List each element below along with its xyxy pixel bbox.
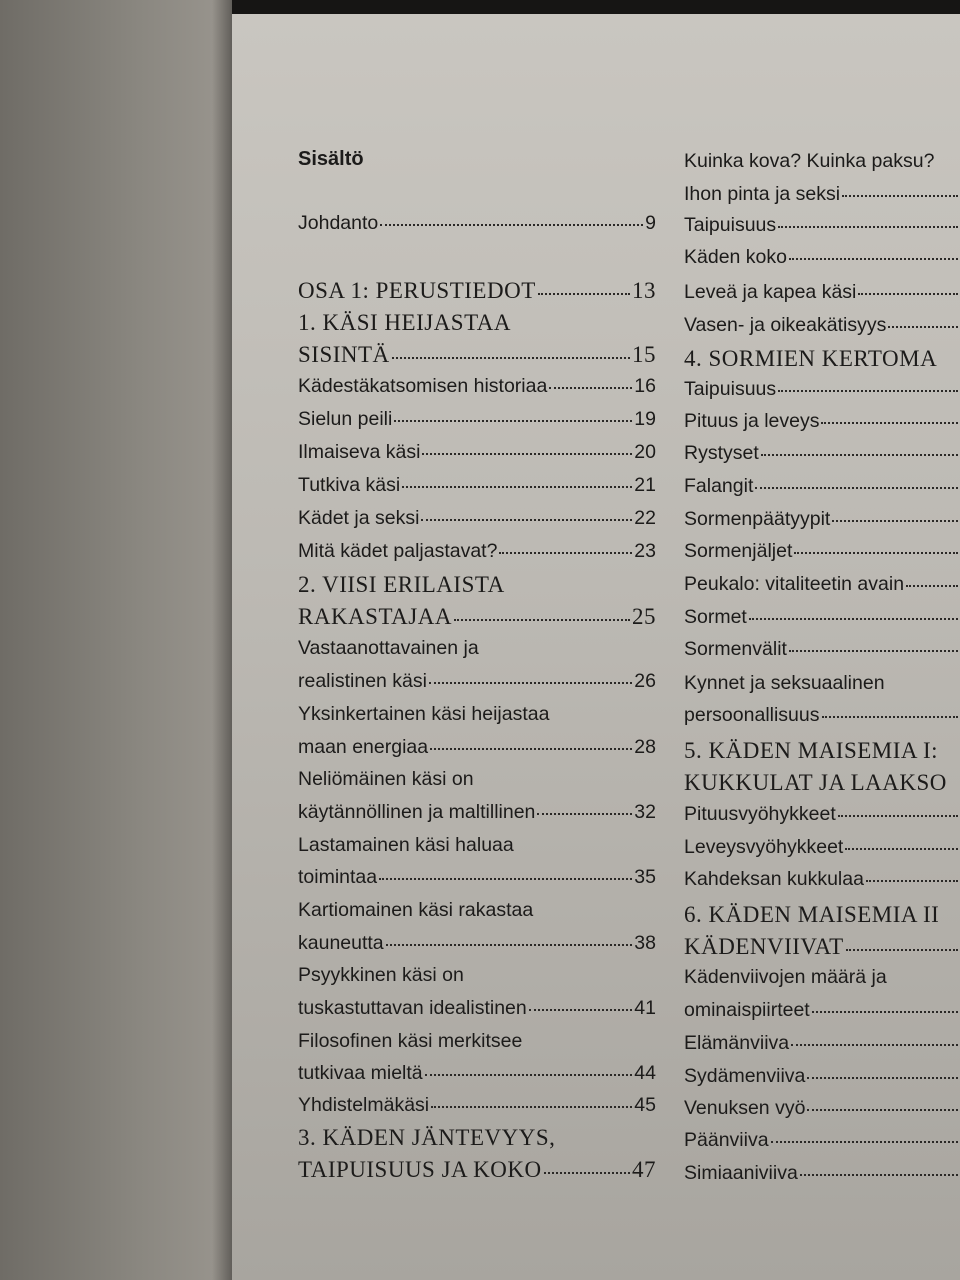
dot-leader [858, 289, 958, 295]
toc-entry [684, 606, 960, 634]
toc-entry-title: SISINTÄ [298, 342, 390, 367]
dot-leader [394, 416, 632, 422]
toc-page-number: 15 [632, 342, 656, 367]
dot-leader [789, 254, 958, 260]
toc-entry-title: Taipuisuus [684, 378, 777, 400]
dot-leader [425, 1070, 633, 1076]
toc-entry [298, 375, 656, 403]
dot-leader [822, 712, 958, 718]
toc-entry-title: Sydämenviiva [684, 1065, 806, 1087]
toc-entry [298, 932, 656, 960]
toc-entry [684, 966, 960, 994]
toc-page-number: 44 [634, 1062, 656, 1084]
toc-entry [298, 834, 656, 862]
toc-entry-title: Mitä kädet paljastavat? [298, 540, 498, 562]
toc-page-number: 22 [634, 507, 656, 529]
toc-entry-title: tuskastuttavan idealistinen [298, 997, 527, 1019]
toc-entry [684, 246, 960, 274]
dot-leader [778, 386, 958, 392]
toc-entry [684, 442, 960, 470]
toc-entry [684, 540, 960, 568]
toc-entry [298, 507, 656, 535]
toc-entry [684, 183, 960, 211]
toc-entry-title: persoonallisuus [684, 704, 820, 726]
toc-entry [684, 934, 960, 962]
toc-page-number: 41 [634, 997, 656, 1019]
toc-page-number: 23 [634, 540, 656, 562]
toc-page-number: 45 [634, 1094, 656, 1116]
dot-leader [431, 1102, 632, 1108]
toc-entry-title: KÄDENVIIVAT [684, 934, 844, 959]
toc-entry [684, 1032, 960, 1060]
toc-entry [298, 441, 656, 469]
toc-entry [684, 1162, 960, 1190]
toc-page-number: 13 [632, 278, 656, 303]
toc-entry [684, 672, 960, 700]
dot-leader [749, 614, 958, 620]
dot-leader [549, 383, 632, 389]
toc-page-number: 25 [632, 604, 656, 629]
toc-entry-title: 4. SORMIEN KERTOMA [684, 346, 938, 371]
dot-leader [800, 1170, 958, 1176]
toc-entry-title: Filosofinen käsi merkitsee [298, 1030, 523, 1052]
dot-leader [544, 1168, 630, 1174]
toc-entry-title: Kuinka kova? Kuinka paksu? [684, 150, 935, 172]
toc-entry-title: Kartiomainen käsi rakastaa [298, 899, 534, 921]
toc-entry [684, 314, 960, 342]
dot-leader [392, 353, 630, 359]
toc-entry [298, 964, 656, 992]
dot-leader [761, 450, 958, 456]
toc-entry-title: Päänviiva [684, 1129, 769, 1151]
toc-entry [684, 573, 960, 601]
toc-entry [684, 902, 960, 930]
toc-entry-title: Sielun peili [298, 408, 393, 430]
dot-leader [888, 322, 958, 328]
toc-entry-title: Kädenviivojen määrä ja [684, 966, 887, 988]
toc-entry [298, 703, 656, 731]
toc-entry-title: Leveysvyöhykkeet [684, 836, 844, 858]
toc-entry-title: realistinen käsi [298, 670, 427, 692]
toc-entry [298, 408, 656, 436]
dot-leader [771, 1137, 958, 1143]
toc-entry-title: Vastaanottavainen ja [298, 637, 479, 659]
toc-entry-title: Sormenjäljet [684, 540, 793, 562]
toc-entry-title: 6. KÄDEN MAISEMIA II [684, 902, 940, 927]
dot-leader [812, 1007, 958, 1013]
toc-entry [684, 738, 960, 766]
toc-entry-title: Vasen- ja oikeakätisyys [684, 314, 887, 336]
dot-leader [794, 548, 958, 554]
toc-entry [684, 770, 960, 798]
toc-entry-title: Kädet ja seksi [298, 507, 420, 529]
toc-entry-title: Taipuisuus [684, 214, 777, 236]
toc-entry-title: Sormenpäätyypit [684, 508, 831, 530]
toc-entry-title: Psyykkinen käsi on [298, 964, 464, 986]
dot-leader [866, 876, 958, 882]
toc-entry-title: OSA 1: PERUSTIEDOT [298, 278, 536, 303]
dot-leader [386, 940, 633, 946]
toc-entry [298, 1157, 656, 1185]
toc-entry-title: Kädestäkatsomisen historiaa [298, 375, 548, 397]
toc-entry-title: TAIPUISUUS JA KOKO [298, 1157, 542, 1182]
toc-page-number: 47 [632, 1157, 656, 1182]
toc-entry-title: Elämänviiva [684, 1032, 790, 1054]
toc-entry [684, 346, 960, 374]
dot-leader [842, 191, 958, 197]
toc-entry [298, 474, 656, 502]
toc-entry [298, 572, 656, 600]
book-gutter [212, 0, 234, 1280]
toc-page-number: 19 [634, 408, 656, 430]
toc-entry-title: Johdanto [298, 212, 379, 234]
dot-leader [755, 483, 958, 489]
toc-entry-title: tutkivaa mieltä [298, 1062, 423, 1084]
toc-entry [298, 997, 656, 1025]
toc-entry-title: Pituus ja leveys [684, 410, 820, 432]
toc-entry [684, 508, 960, 536]
dot-leader [838, 811, 958, 817]
toc-entry [298, 1030, 656, 1058]
toc-entry [684, 1065, 960, 1093]
dot-leader [807, 1073, 958, 1079]
dot-leader [529, 1005, 633, 1011]
toc-entry [298, 1094, 656, 1122]
toc-entry-title: Kahdeksan kukkulaa [684, 868, 864, 890]
toc-entry-title: Yksinkertainen käsi heijastaa [298, 703, 550, 725]
toc-entry [684, 803, 960, 831]
toc-entry-title: Pituusvyöhykkeet [684, 803, 836, 825]
toc-entry-title: Sisältö [298, 148, 364, 170]
toc-entry [298, 866, 656, 894]
toc-entry-title: toimintaa [298, 866, 378, 888]
dot-leader [499, 548, 632, 554]
toc-entry [298, 899, 656, 927]
toc-entry-title: Venuksen vyö [684, 1097, 806, 1119]
dot-leader [832, 516, 958, 522]
toc-page-number: 32 [634, 801, 656, 823]
dot-leader [821, 418, 958, 424]
toc-entry [298, 278, 656, 306]
toc-entry [684, 150, 960, 178]
toc-page-number: 28 [634, 736, 656, 758]
toc-entry [298, 670, 656, 698]
toc-entry [684, 999, 960, 1027]
background-strip [232, 0, 960, 14]
dot-leader [537, 809, 632, 815]
toc-entry [684, 475, 960, 503]
toc-entry-title: Ihon pinta ja seksi [684, 183, 841, 205]
dot-leader [430, 744, 632, 750]
dot-leader [791, 1040, 958, 1046]
toc-entry-title: Kynnet ja seksuaalinen [684, 672, 885, 694]
toc-entry-title: ominaispiirteet [684, 999, 810, 1021]
dot-leader [906, 581, 958, 587]
toc-entry [684, 281, 960, 309]
toc-entry [684, 836, 960, 864]
toc-entry [684, 638, 960, 666]
left-page [0, 0, 232, 1280]
dot-leader [807, 1105, 958, 1111]
dot-leader [454, 615, 630, 621]
toc-entry-title: käytännöllinen ja maltillinen [298, 801, 536, 823]
toc-page-number: 9 [645, 212, 656, 234]
dot-leader [380, 220, 643, 226]
toc-entry [684, 214, 960, 242]
toc-entry-title: Sormenvälit [684, 638, 787, 660]
toc-entry-title: 2. VIISI ERILAISTA [298, 572, 505, 597]
toc-entry-title: 3. KÄDEN JÄNTEVYYS, [298, 1125, 556, 1150]
toc-entry-title: Rystyset [684, 442, 759, 464]
dot-leader [778, 222, 958, 228]
dot-leader [789, 646, 958, 652]
toc-entry [298, 736, 656, 764]
toc-page-number: 26 [634, 670, 656, 692]
toc-entry-title: Neliömäinen käsi on [298, 768, 474, 790]
toc-entry-title: maan energiaa [298, 736, 429, 758]
toc-entry-title: 1. KÄSI HEIJASTAA [298, 310, 512, 335]
dot-leader [845, 844, 958, 850]
toc-entry [298, 801, 656, 829]
dot-leader [846, 945, 958, 951]
toc-entry-title: kauneutta [298, 932, 384, 954]
toc-page-number: 35 [634, 866, 656, 888]
toc-page-number: 16 [634, 375, 656, 397]
toc-page-number: 21 [634, 474, 656, 496]
toc-entry [684, 868, 960, 896]
toc-entry-title: KUKKULAT JA LAAKSO [684, 770, 947, 795]
toc-entry [684, 704, 960, 732]
toc-entry-title: Falangit [684, 475, 754, 497]
dot-leader [379, 874, 632, 880]
toc-entry-title: Käden koko [684, 246, 787, 268]
toc-page-number: 20 [634, 441, 656, 463]
dot-leader [429, 678, 632, 684]
toc-entry [298, 1125, 656, 1153]
toc-entry-title: Tutkiva käsi [298, 474, 401, 496]
toc-entry-title: RAKASTAJAA [298, 604, 452, 629]
toc-entry-title: Sormet [684, 606, 747, 628]
toc-entry [684, 378, 960, 406]
toc-entry-title: Ilmaiseva käsi [298, 441, 421, 463]
toc-entry [298, 768, 656, 796]
dot-leader [422, 449, 632, 455]
toc-entry [298, 604, 656, 632]
toc-entry [298, 540, 656, 568]
toc-page-number: 38 [634, 932, 656, 954]
toc-entry [298, 212, 656, 240]
toc-entry [298, 342, 656, 370]
toc-entry-title: Yhdistelmäkäsi [298, 1094, 430, 1116]
toc-entry [684, 1129, 960, 1157]
dot-leader [421, 515, 632, 521]
toc-entry [684, 410, 960, 438]
toc-entry-title: Lastamainen käsi haluaa [298, 834, 514, 856]
toc-entry-title: Simiaaniviiva [684, 1162, 798, 1184]
toc-entry [298, 637, 656, 665]
toc-heading [298, 148, 656, 176]
dot-leader [538, 289, 630, 295]
dot-leader [402, 482, 632, 488]
toc-entry [298, 310, 656, 338]
toc-entry-title: Leveä ja kapea käsi [684, 281, 857, 303]
toc-entry-title: Peukalo: vitaliteetin avain [684, 573, 905, 595]
toc-entry-title: 5. KÄDEN MAISEMIA I: [684, 738, 939, 763]
toc-entry [298, 1062, 656, 1090]
toc-entry [684, 1097, 960, 1125]
